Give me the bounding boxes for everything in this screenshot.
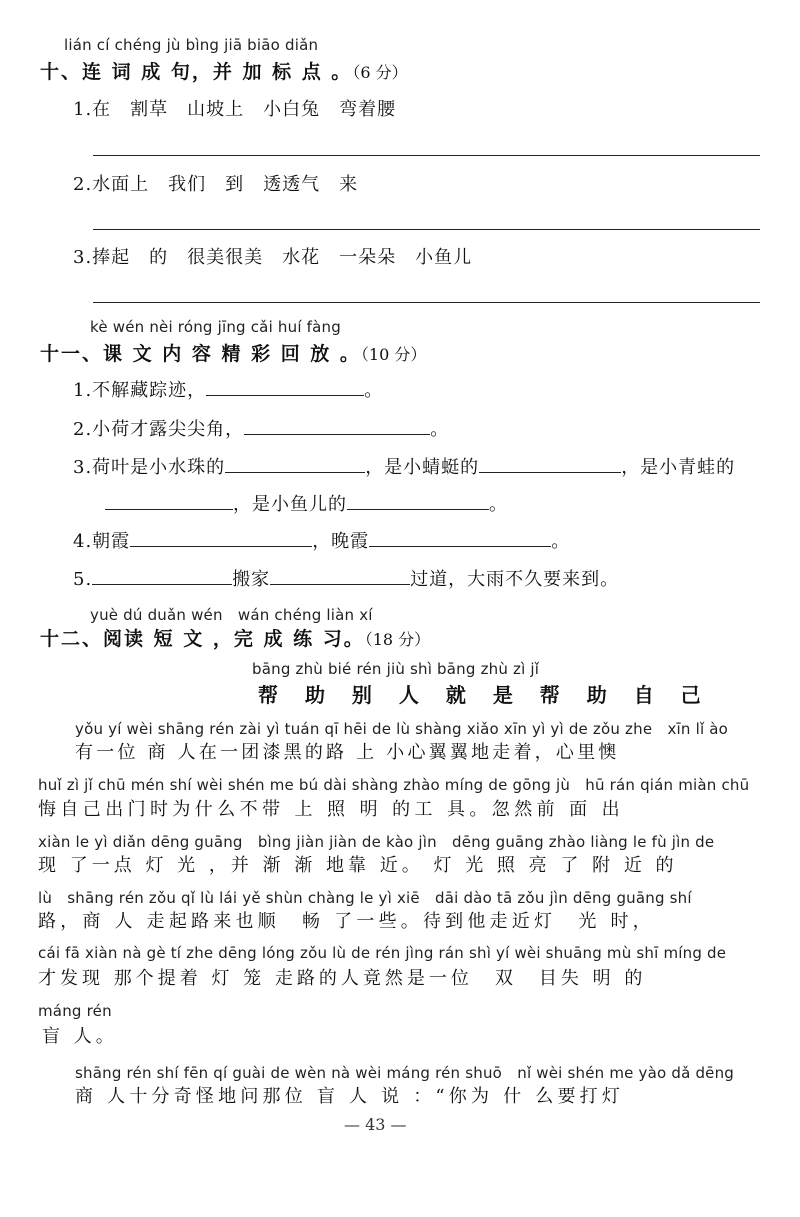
section10-item-3: 3.捧起 的 很美很美 水花 一朵朵 小鱼儿	[73, 247, 473, 268]
section11-points: （10 分）	[360, 345, 427, 364]
item2-text: 2.小荷才露尖尖角，	[73, 419, 245, 440]
story-title: 帮 助 别 人 就 是 帮 助 自 己	[258, 683, 711, 707]
story-line-7-pinyin: shāng rén shí fēn qí guài de wèn nà wèi máng rén shuō nǐ wèi shén me yào dǎ dēng	[75, 1064, 735, 1082]
section11-item-3	[73, 453, 735, 479]
section10-points: （6 分）	[352, 63, 408, 82]
story-line-1-pinyin: yǒu yí wèi shāng rén zài yì tuán qī hēi de lù shàng xiǎo xīn yì yì de zǒu zhe xīn lǐ ào	[75, 720, 729, 738]
section12-title: 十二、阅读 短 文 ，完 成 练 习。	[40, 628, 365, 650]
item3-period: 。	[489, 494, 508, 515]
blank-4-1[interactable]	[130, 528, 312, 547]
blank-4-2[interactable]	[369, 528, 551, 547]
section12-pinyin: yuè dú duǎn wén wán chéng liàn xí	[90, 606, 373, 624]
section11-heading	[40, 339, 426, 366]
story-line-7: 商 人十分奇怪地问那位 盲 人 说 ：“你为 什 么要打灯	[75, 1086, 625, 1107]
blank-1-1[interactable]	[206, 377, 364, 396]
item5-text-c: 过道，大雨不久要来到。	[410, 569, 620, 590]
section10-item-2: 2.水面上 我们 到 透透气 来	[73, 174, 359, 195]
section12-heading	[40, 624, 430, 651]
item3-text-c: ，是小青蛙的	[621, 457, 736, 478]
section10-pinyin: lián cí chéng jù bìng jiā biāo diǎn	[64, 36, 319, 54]
story-line-3-pinyin: xiàn le yì diǎn dēng guāng bìng jiàn jiàn de kào jìn dēng guāng zhào liàng le fù jìn de	[38, 833, 715, 851]
blank-3-2[interactable]	[479, 454, 621, 473]
blank-3-3[interactable]	[105, 491, 233, 510]
page-number: — 43 —	[344, 1115, 407, 1134]
story-line-3: 现 了一点 灯 光 ，并 渐 渐 地靠 近。 灯 光 照 亮 了 附 近 的	[38, 855, 678, 876]
item1-text: 1.不解藏踪迹，	[73, 380, 207, 401]
section11-item-4	[73, 527, 570, 553]
story-line-5: 才发现 那个提着 灯 笼 走路的人竟然是一位 双 目失 明 的	[38, 968, 647, 989]
item4-period: 。	[551, 531, 571, 552]
item3-text-a: 3.荷叶是小水珠的	[73, 457, 226, 478]
section10-heading	[40, 57, 408, 84]
story-title-pinyin: bāng zhù bié rén jiù shì bāng zhù zì jǐ	[252, 660, 540, 678]
section11-pinyin: kè wén nèi róng jīng cǎi huí fàng	[90, 318, 341, 336]
item2-period: 。	[430, 419, 450, 440]
blank-3-1[interactable]	[225, 454, 365, 473]
item5-text-a: 5.	[73, 569, 93, 590]
item4-text-a: 4.朝霞	[73, 531, 131, 552]
story-line-2-pinyin: huǐ zì jǐ chū mén shí wèi shén me bú dài shàng zhào míng de gōng jù hū rán qián miàn chū	[38, 776, 750, 794]
section11-title: 十一、课 文 内 容 精 彩 回 放 。	[40, 343, 361, 365]
section11-item-5	[73, 565, 619, 591]
story-line-4: 路，商 人 走起路来也顺 畅 了一些。待到他走近灯 光 时，	[38, 911, 655, 932]
story-line-4-pinyin: lù shāng rén zǒu qǐ lù lái yě shùn chàng le yì xiē dāi dào tā zǒu jìn dēng guāng shí	[38, 889, 692, 907]
story-line-6: 盲 人。	[42, 1026, 118, 1047]
answer-line-1[interactable]	[93, 155, 760, 156]
item4-text-b: ，晚霞	[312, 531, 370, 552]
section10-title: 十、连 词 成 句，并 加 标 点 。	[40, 61, 353, 83]
section12-points: （18 分）	[364, 630, 431, 649]
story-line-5-pinyin: cái fā xiàn nà gè tí zhe dēng lóng zǒu lù de rén jìng rán shì yí wèi shuāng mù shī míng de	[38, 944, 727, 962]
item3-text-d: ，是小鱼儿的	[233, 494, 347, 515]
story-line-2: 悔自己出门时为什么不带 上 照 明 的工 具。忽然前 面 出	[38, 799, 625, 820]
blank-5-2[interactable]	[270, 566, 410, 585]
story-line-1: 有一位 商 人在一团漆黑的路 上 小心翼翼地走着，心里懊	[75, 742, 620, 763]
blank-5-1[interactable]	[92, 566, 232, 585]
section11-item-1	[73, 376, 383, 402]
blank-3-4[interactable]	[347, 491, 489, 510]
section11-item-3-cont	[105, 490, 508, 516]
answer-line-3[interactable]	[93, 302, 760, 303]
item3-text-b: ，是小蜻蜓的	[365, 457, 480, 478]
answer-line-2[interactable]	[93, 229, 760, 230]
section10-item-1: 1.在 割草 山坡上 小白兔 弯着腰	[73, 99, 397, 120]
blank-2-1[interactable]	[244, 416, 430, 435]
story-line-6-pinyin: máng rén	[38, 1002, 112, 1020]
section11-item-2	[73, 415, 449, 441]
item1-period: 。	[364, 380, 384, 401]
item5-text-b: 搬家	[232, 569, 271, 590]
